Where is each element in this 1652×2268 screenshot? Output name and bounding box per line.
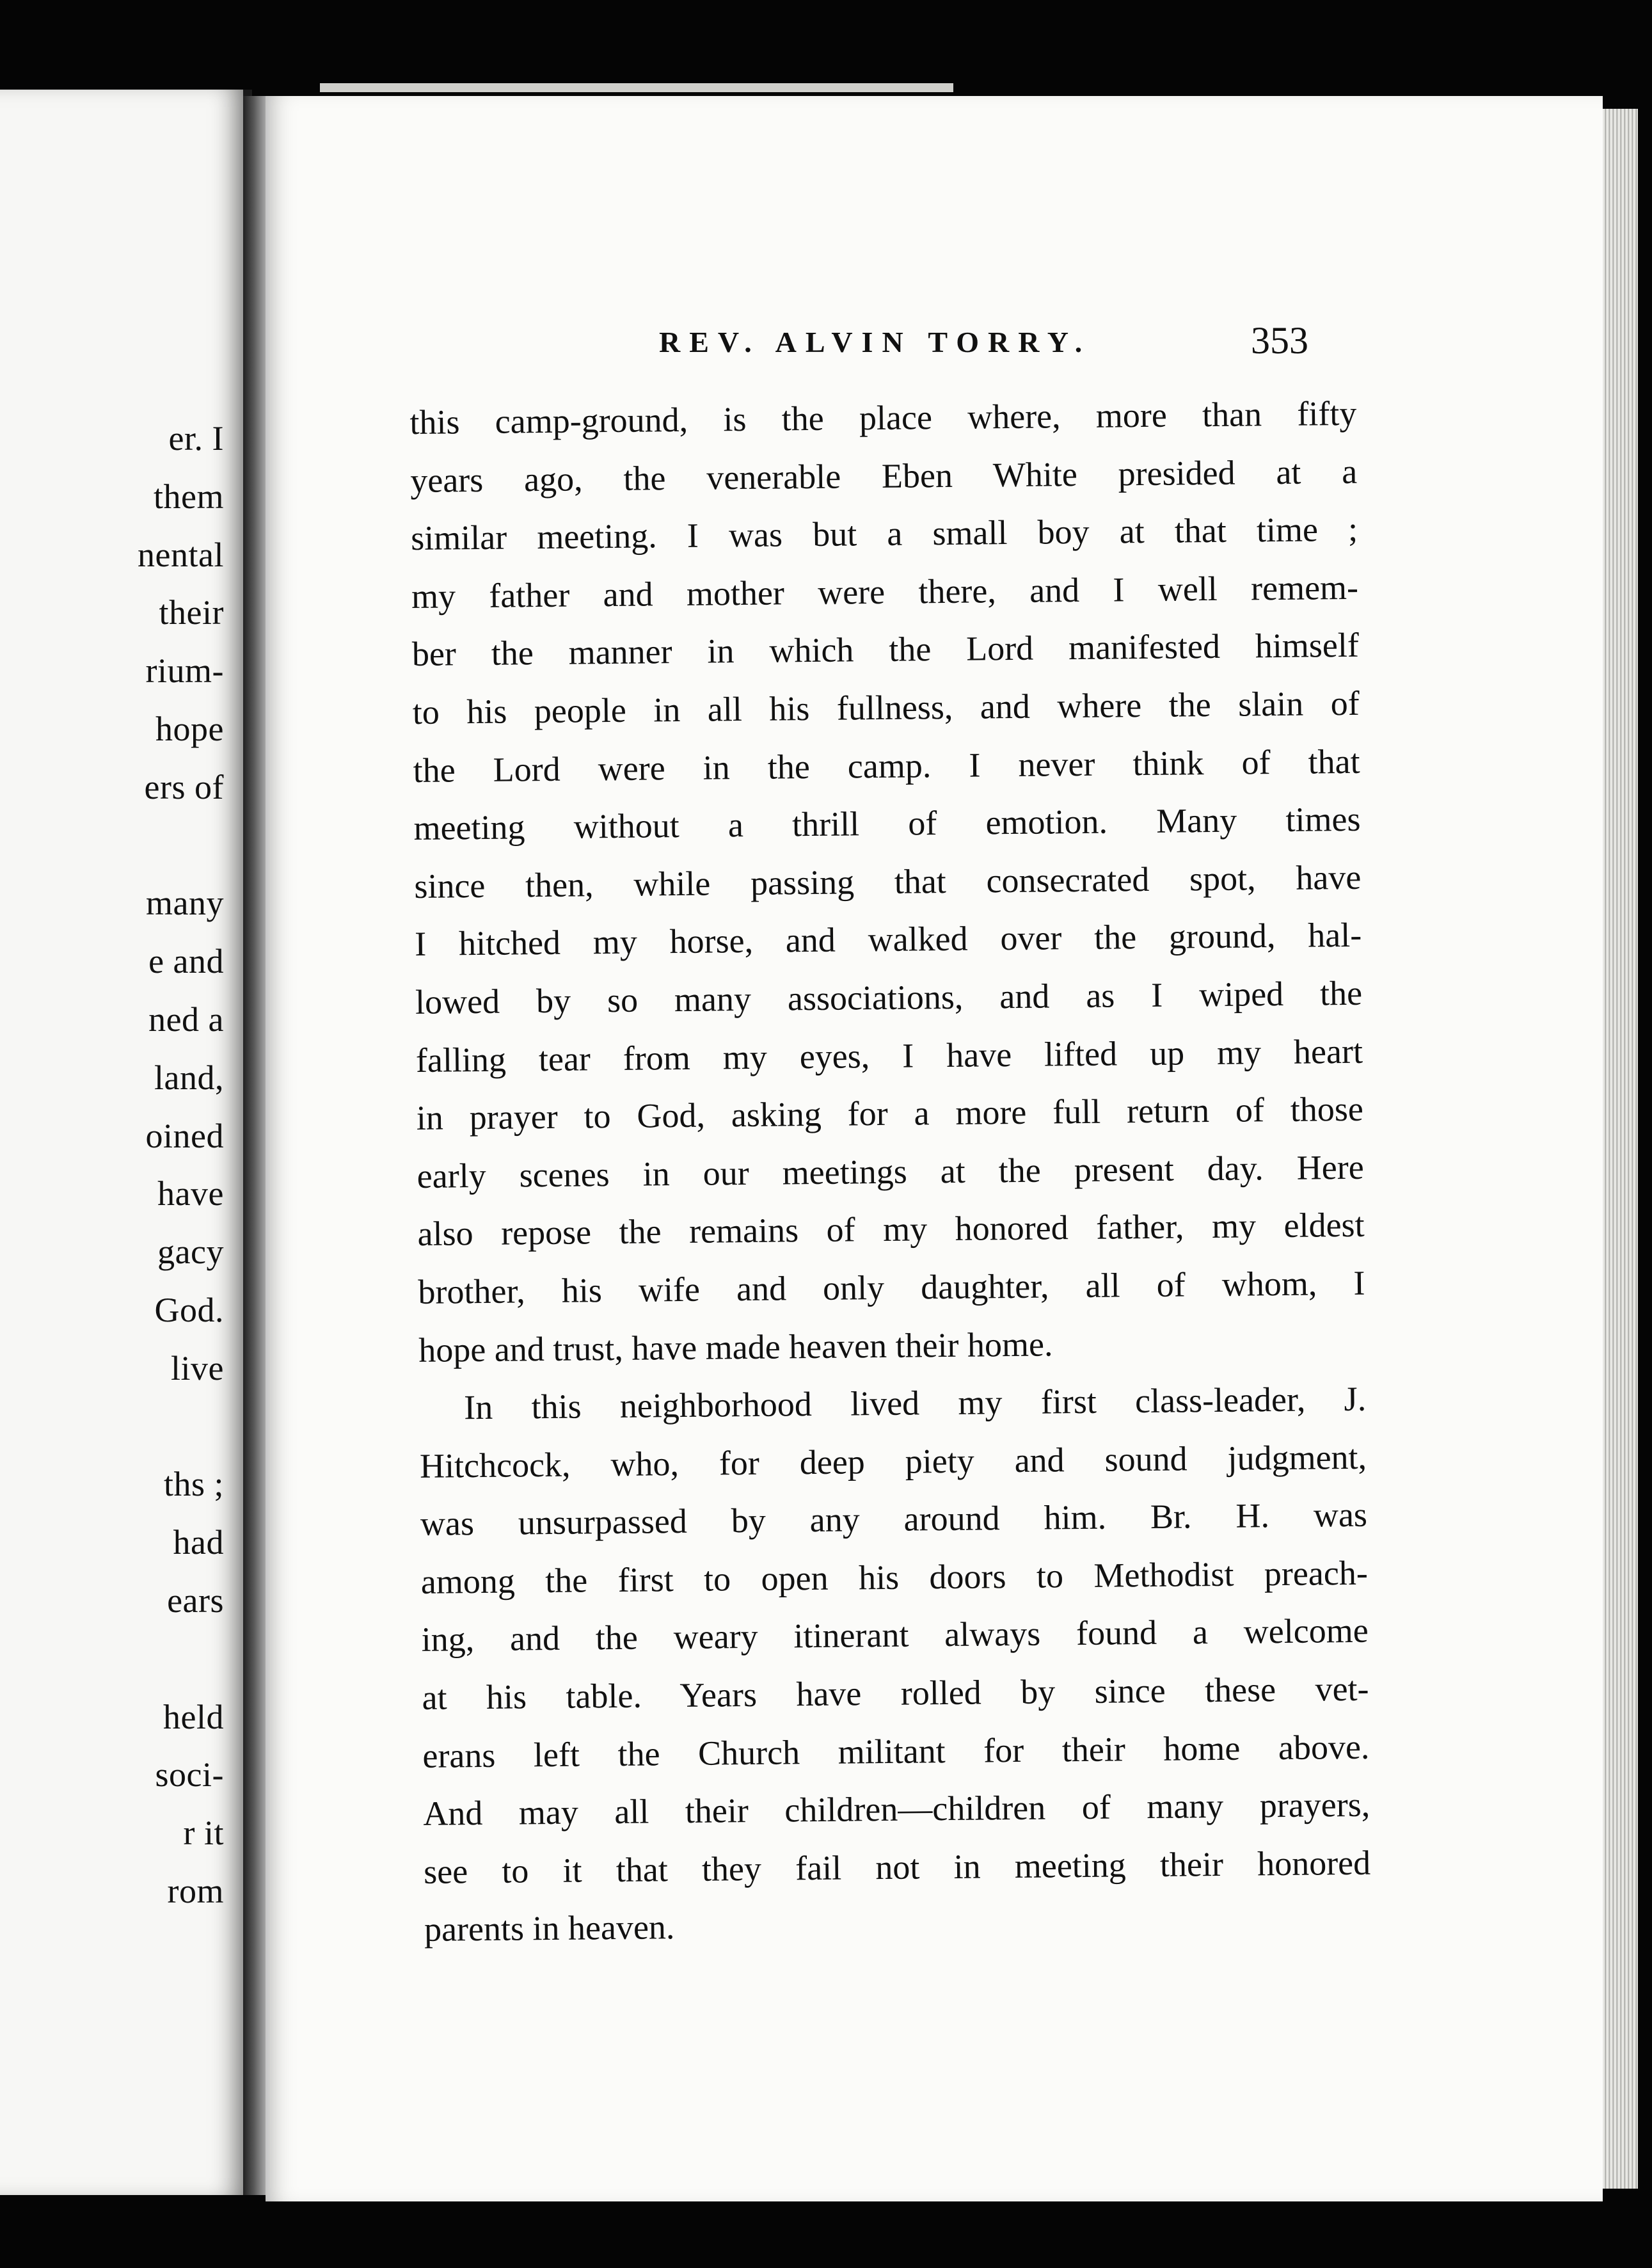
text-line: ing, and the weary itinerant always found a welcome xyxy=(421,1611,1369,1659)
left-fragment-line: rium- xyxy=(145,651,224,691)
text-line: In this neighborhood lived my first class-leader, J. xyxy=(463,1379,1367,1427)
body-text xyxy=(409,385,1371,1959)
left-fragment-line: held xyxy=(163,1697,224,1736)
left-fragment-line xyxy=(138,817,224,875)
text-line: this camp-ground, is the place where, more than fifty xyxy=(409,394,1357,442)
text-line: similar meeting. I was but a small boy at that time ; xyxy=(410,509,1358,558)
text-line: meeting without a thrill of emotion. Many times xyxy=(413,799,1361,848)
left-fragment-line: er. I xyxy=(168,419,224,458)
left-fragment-line: ths ; xyxy=(163,1465,224,1504)
left-fragment-line: many xyxy=(146,884,224,923)
text-line: brother, his wife and only daughter, all of whom, I xyxy=(418,1263,1365,1311)
running-head: REV. ALVIN TORRY. xyxy=(659,326,1092,358)
text-line: was unsurpassed by any around him. Br. H. was xyxy=(420,1495,1368,1544)
left-fragment-line: oined xyxy=(145,1116,224,1155)
text-line: in prayer to God, asking for a more full return of those xyxy=(416,1089,1364,1138)
left-fragment-line: ears xyxy=(167,1581,224,1620)
text-line: since then, while passing that consecrated spot, have xyxy=(414,858,1362,906)
left-facing-page xyxy=(0,90,252,2195)
left-fragment-line: have xyxy=(157,1174,224,1213)
top-sheet-edge xyxy=(320,83,953,92)
text-line: see to it that they fail not in meeting their honored xyxy=(423,1843,1371,1891)
left-fragment-line: ned a xyxy=(148,1000,224,1039)
paragraph-2 xyxy=(419,1370,1372,1959)
left-fragment-line: nental xyxy=(138,535,224,574)
left-fragment-line: had xyxy=(173,1523,224,1562)
left-fragment-line: their xyxy=(159,593,224,632)
page-stack-edge xyxy=(1603,109,1638,2189)
left-fragment-line: live xyxy=(171,1348,224,1387)
text-line: erans left the Church militant for their home above. xyxy=(422,1727,1370,1775)
text-line: Hitchcock, who, for deep piety and sound judgment, xyxy=(419,1437,1367,1485)
left-fragment-line: God. xyxy=(154,1290,224,1329)
page-number: 353 xyxy=(1251,319,1308,362)
text-line: my father and mother were there, and I well remem- xyxy=(411,568,1359,616)
text-line: to his people in all his fullness, and where the slain of xyxy=(412,683,1360,731)
text-line: the Lord were in the camp. I never think of that xyxy=(413,742,1360,790)
text-line: years ago, the venerable Eben White presided at a xyxy=(410,452,1358,500)
text-line: lowed by so many associations, and as I wiped the xyxy=(415,973,1363,1021)
text-line: parents in heaven. xyxy=(424,1908,675,1949)
left-fragment-line xyxy=(138,1630,224,1688)
text-line: among the first to open his doors to Methodist preach- xyxy=(420,1553,1369,1601)
text-line: falling tear from my eyes, I have lifted up my heart xyxy=(415,1032,1363,1080)
text-line: And may all their children—children of many prayers, xyxy=(423,1785,1370,1833)
left-fragment-line xyxy=(138,1398,224,1456)
text-line: also repose the remains of my honored father, my eldest xyxy=(417,1206,1365,1254)
left-fragment-line: them xyxy=(154,477,224,516)
left-fragment-line: land, xyxy=(154,1058,224,1097)
left-fragment-line: rom xyxy=(167,1871,224,1910)
paragraph-1 xyxy=(409,385,1366,1379)
left-fragment-line: ers of xyxy=(144,767,224,806)
left-fragment-line: r it xyxy=(183,1814,224,1853)
left-fragment-line: e and xyxy=(148,942,224,981)
left-fragment-line: gacy xyxy=(157,1233,224,1272)
left-page-text-fragments xyxy=(138,410,224,1921)
text-line: ber the manner in which the Lord manifested himself xyxy=(411,626,1360,674)
text-line: hope and trust, have made heaven their home. xyxy=(418,1324,1053,1370)
text-line: early scenes in our meetings at the present day. Here xyxy=(417,1147,1364,1195)
text-line: I hitched my horse, and walked over the ground, hal- xyxy=(414,916,1362,964)
book-gutter xyxy=(243,96,269,2195)
left-fragment-line: soci- xyxy=(155,1755,224,1794)
left-fragment-line: hope xyxy=(155,709,224,748)
text-line: at his table. Years have rolled by since these vet- xyxy=(422,1669,1369,1717)
